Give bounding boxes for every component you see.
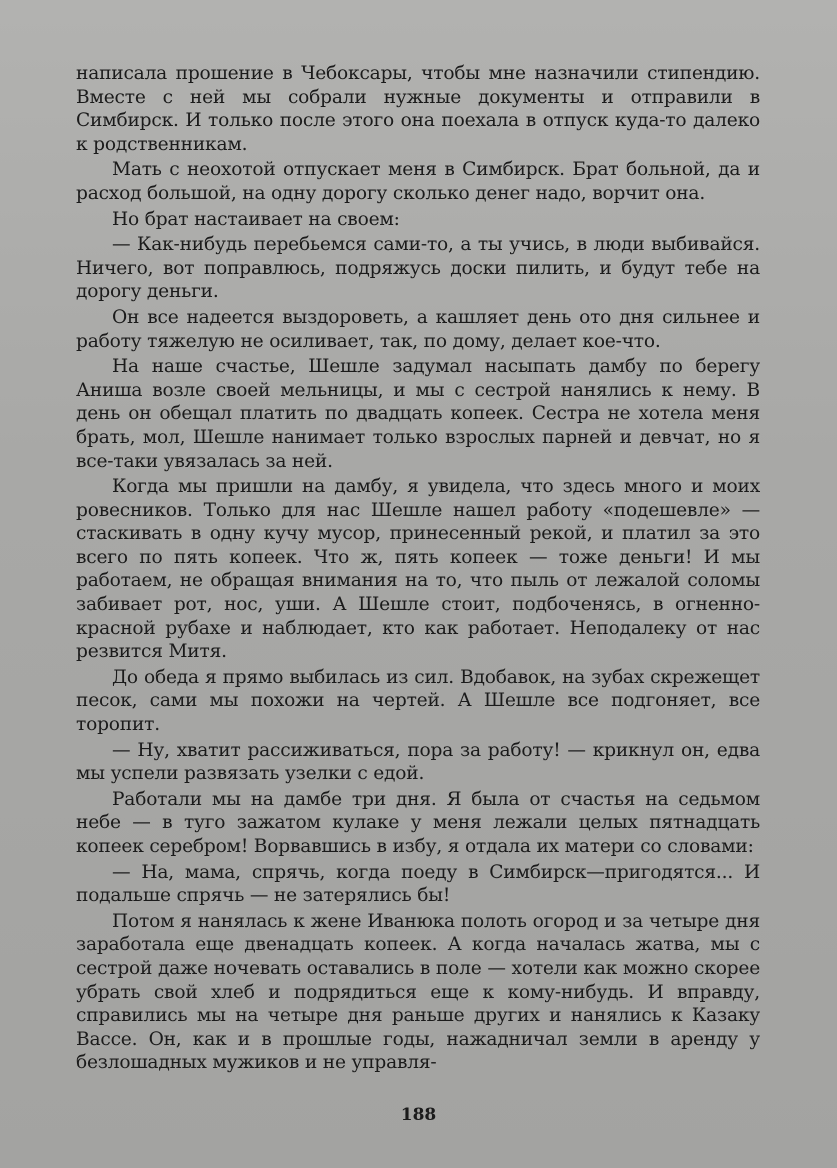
paragraph: — Ну, хватит рассиживаться, пора за работу! — крикнул он, едва мы успели развязать узелки с едой.: [76, 739, 760, 785]
paragraph: На наше счастье, Шешле задумал насыпать дамбу по берегу Аниша возле своей мельницы, и мы с сестрой нанялись к нему. В день он обещал платить по двадцать копеек. Сестра не хотела меня брать, мол, Шешле нанимает только взрослых парней и девчат, но я все-таки увязалась за ней.: [76, 356, 760, 472]
paragraph: Когда мы пришли на дамбу, я увидела, что здесь много и моих ровесников. Только для нас Шешле нашел работу «подешевле» — стаскивать в одну кучу мусор, принесенный рекой, и платил за это всего по пять копеек. Что ж, пять копеек — тоже деньги! И мы работаем, не обращая внимания на то, что пыль от лежалой соломы забивает рот, нос, уши. А Шешле стоит, подбоченясь, в огненно-красной рубахе и наблюдает, кто как работает. Неподалеку от нас резвится Митя.: [76, 476, 760, 663]
paragraph: Мать с неохотой отпускает меня в Симбирск. Брат больной, да и расход большой, на одну дорогу сколько денег надо, ворчит она.: [76, 159, 760, 204]
paragraph: Потом я нанялась к жене Иванюка полоть огород и за четыре дня заработала еще двенадцать копеек. А когда началась жатва, мы с сестрой даже ночевать оставались в поле — хотели как можно скорее убрать свой хлеб и подрядиться еще к кому-нибудь. И вправду, справились мы на четыре дня раньше других и нанялись к Казаку Вассе. Он, как и в прошлые годы, нажадничал земли в аренду у безлошадных мужиков и не управля-: [76, 910, 760, 1074]
paragraph: — На, мама, спрячь, когда поеду в Симбирск—пригодятся... И подальше спрячь — не затерялись бы!: [76, 861, 760, 907]
paragraph: — Как-нибудь перебьемся сами-то, а ты учись, в люди выбивайся. Ничего, вот поправлюсь, подряжусь доски пилить, и будут тебе на дорогу деньги.: [76, 234, 760, 303]
body-text: [76, 62, 760, 1077]
paragraph: Работали мы на дамбе три дня. Я была от счастья на седьмом небе — в туго зажатом кулаке у меня лежали целых пятнадцать копеек серебром! Ворвавшись в избу, я отдала их матери со словами:: [76, 788, 760, 857]
paragraph: Он все надеется выздороветь, а кашляет день ото дня сильнее и работу тяжелую не осиливает, так, по дому, делает кое-что.: [76, 306, 760, 352]
paragraph: Но брат настаивает на своем:: [112, 208, 400, 230]
page-number: 188: [400, 1105, 437, 1125]
paragraph: написала прошение в Чебоксары, чтобы мне назначили стипендию. Вместе с ней мы собрали нужные документы и отправили в Симбирск. И только после этого она поехала в отпуск куда-то далеко к родственникам.: [76, 63, 760, 155]
paragraph: До обеда я прямо выбилась из сил. Вдобавок, на зубах скрежещет песок, сами мы похожи на чертей. А Шешле все подгоняет, все торопит.: [76, 666, 760, 736]
